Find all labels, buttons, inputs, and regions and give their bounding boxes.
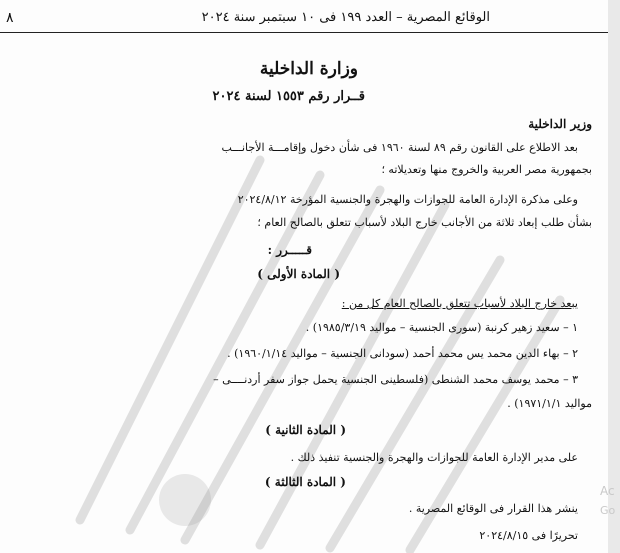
watermark-seal [159, 474, 211, 526]
preamble-line-1: بعد الاطلاع على القانون رقم ٨٩ لسنة ١٩٦٠ فى شأن دخول وإقامـــة الأجانـــب [221, 141, 578, 154]
article-1-intro: يبعد خارج البلاد لأسباب تتعلق بالصالح العام كل من : [341, 297, 578, 310]
decided-heading: قـــــرر : [267, 243, 312, 257]
article-2-heading: ( المادة الثانية ) [265, 423, 346, 437]
article-1-item-3: ٣ – محمد يوسف محمد الشنطى (فلسطينى الجنسية يحمل جواز سفر أردنــــى – [213, 373, 578, 386]
date-line: تحريرًا فى ٢٠٢٤/٨/١٥ [479, 529, 578, 542]
page-number: ٨ [6, 10, 14, 26]
running-header: الوقائع المصرية – العدد ١٩٩ فى ١٠ سبتمبر سنة ٢٠٢٤ [201, 10, 490, 25]
right-edge-strip [608, 0, 620, 553]
article-1-item-1: ١ – سعيد زهير كرنبة (سورى الجنسية – مواليد ١٩٨٥/٣/١٩) . [305, 321, 578, 334]
preamble-line-2: بجمهورية مصر العربية والخروج منها وتعديلاته ؛ [381, 163, 592, 176]
preamble-line-4: بشأن طلب إبعاد ثلاثة من الأجانب خارج البلاد لأسباب تتعلق بالصالح العام ؛ [257, 216, 592, 229]
preamble-line-3: وعلى مذكرة الإدارة العامة للجوازات والهجرة والجنسية المؤرخة ٢٠٢٤/٨/١٢ [237, 193, 578, 206]
side-text-2: Go [600, 504, 616, 517]
article-1-item-3-cont: مواليد ١٩٧١/١/١) . [507, 397, 592, 410]
article-3-heading: ( المادة الثالثة ) [264, 475, 346, 489]
article-3-text: ينشر هذا القرار فى الوقائع المصرية . [408, 502, 578, 515]
article-1-item-2: ٢ – بهاء الدين محمد يس محمد أحمد (سودانى الجنسية – مواليد ١٩٦٠/١/١٤) . [227, 347, 578, 360]
ministry-title: وزارة الداخلية [259, 59, 358, 79]
minister-title: وزير الداخلية [528, 117, 592, 131]
article-1-heading: ( المادة الأولى ) [257, 267, 340, 281]
header-rule [0, 32, 608, 33]
decree-title: قــرار رقم ١٥٥٣ لسنة ٢٠٢٤ [212, 89, 365, 104]
article-2-text: على مدير الإدارة العامة للجوازات والهجرة والجنسية تنفيذ ذلك . [290, 451, 578, 464]
side-text-1: Ac [600, 484, 615, 498]
